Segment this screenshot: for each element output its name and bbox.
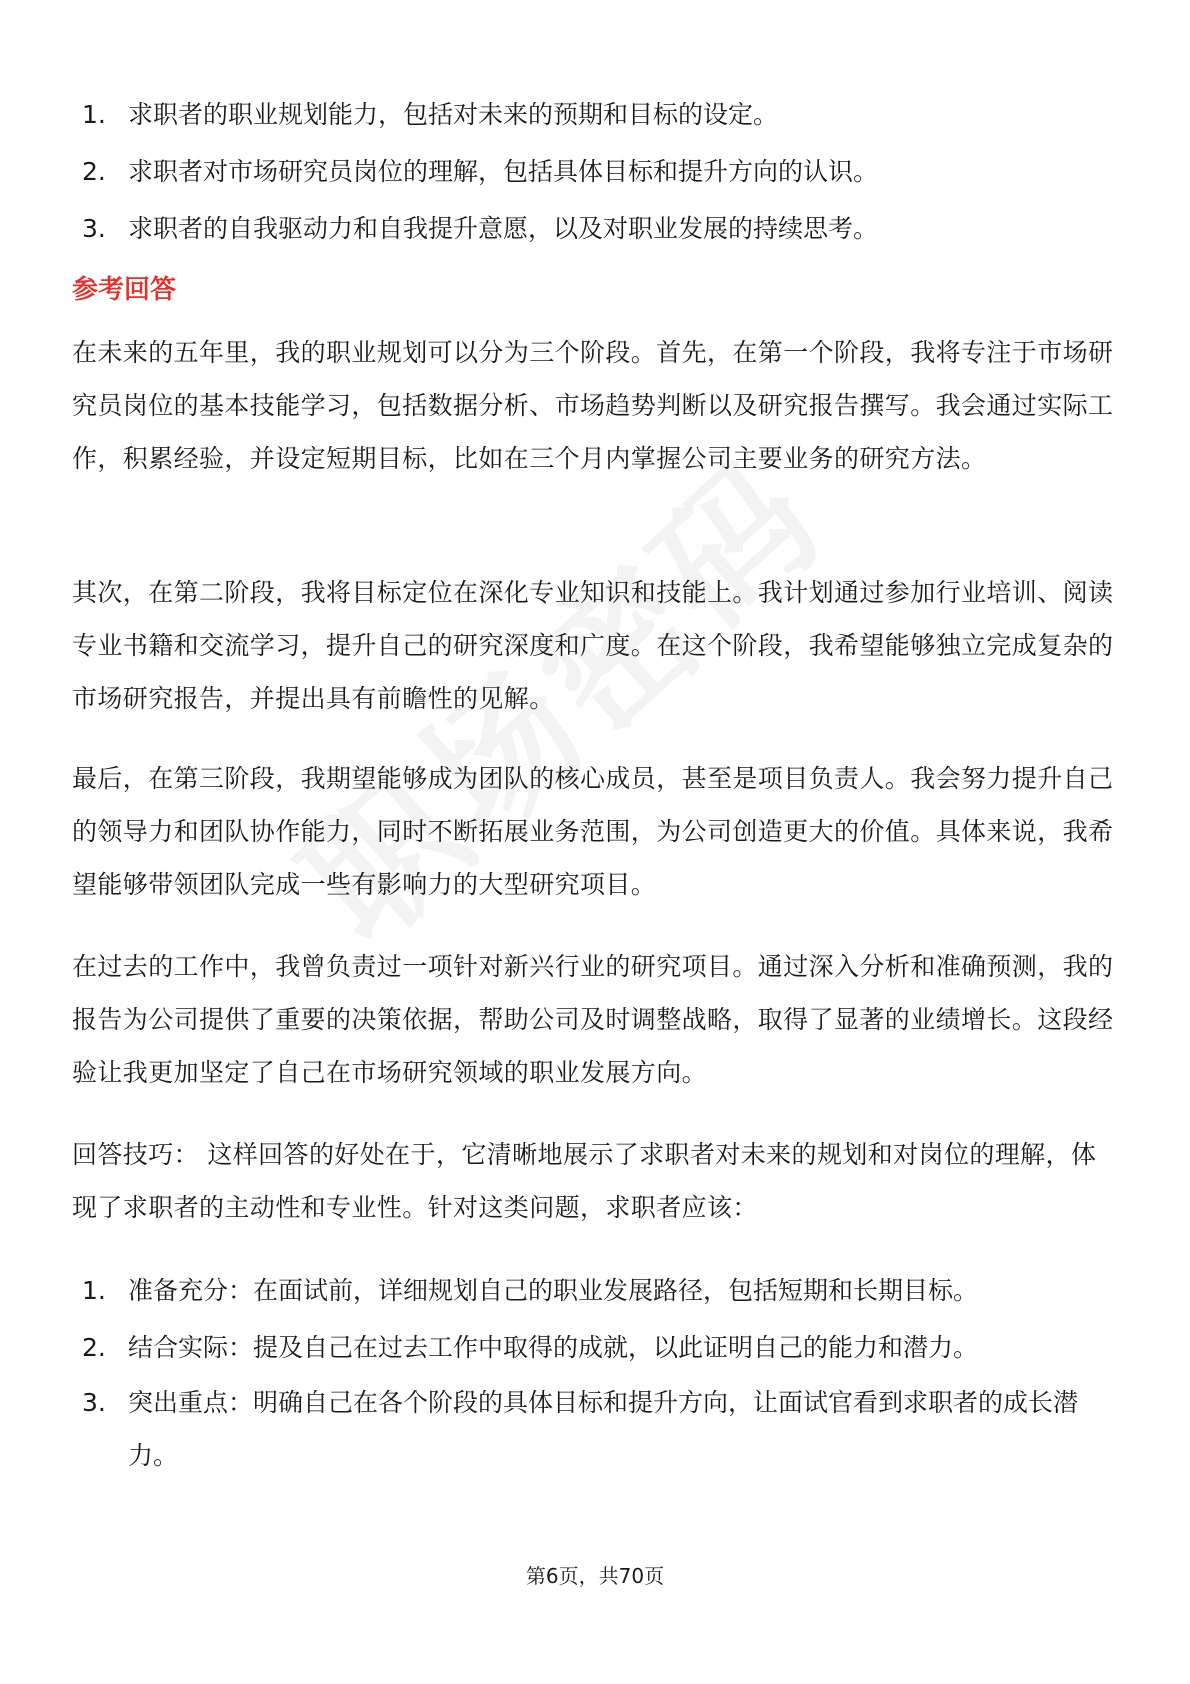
answer-paragraph: 在过去的工作中，我曾负责过一项针对新兴行业的研究项目。通过深入分析和准确预测，我的报告为公司提供了重要的决策依据，帮助公司及时调整战略，取得了显著的业绩增长。这段经验让我更加坚定了自己在市场研究领域的职业发展方向。 [72, 952, 1114, 1087]
page-number-footer: 第6页，共70页 [525, 1564, 665, 1588]
list-item-number: 2. [82, 157, 106, 186]
list-item [82, 200, 1122, 257]
list-item-text: 准备充分：在面试前，详细规划自己的职业发展路径，包括短期和长期目标。 [128, 1276, 979, 1305]
list-item-text: 求职者的自我驱动力和自我提升意愿，以及对职业发展的持续思考。 [128, 214, 879, 243]
list-item-number: 3. [82, 214, 106, 243]
evaluation-points-list [82, 86, 1122, 257]
list-item-text: 突出重点：明确自己在各个阶段的具体目标和提升方向，让面试官看到求职者的成长潜力。 [128, 1388, 1079, 1470]
list-item-text: 求职者的职业规划能力，包括对未来的预期和目标的设定。 [128, 100, 779, 129]
answer-heading: 参考回答 [72, 275, 177, 305]
list-item-number: 2. [82, 1333, 106, 1362]
list-item-text: 求职者对市场研究员岗位的理解，包括具体目标和提升方向的认识。 [128, 157, 879, 186]
list-item [82, 86, 1122, 143]
answer-tips-intro: 回答技巧： 这样回答的好处在于，它清晰地展示了求职者对未来的规划和对岗位的理解，体现了求职者的主动性和专业性。针对这类问题，求职者应该： [72, 1140, 1097, 1222]
list-item-number: 1. [82, 100, 106, 129]
answer-paragraph: 在未来的五年里，我的职业规划可以分为三个阶段。首先，在第一个阶段，我将专注于市场研究员岗位的基本技能学习，包括数据分析、市场趋势判断以及研究报告撰写。我会通过实际工作，积累经验，并设定短期目标，比如在三个月内掌握公司主要业务的研究方法。 [72, 338, 1114, 473]
list-item [82, 1376, 1122, 1482]
list-item-number: 3. [82, 1388, 106, 1417]
answer-paragraph: 最后，在第三阶段，我期望能够成为团队的核心成员，甚至是项目负责人。我会努力提升自己的领导力和团队协作能力，同时不断拓展业务范围，为公司创造更大的价值。具体来说，我希望能够带领团队完成一些有影响力的大型研究项目。 [72, 764, 1114, 899]
list-item [82, 1262, 1122, 1319]
list-item-text: 结合实际：提及自己在过去工作中取得的成就，以此证明自己的能力和潜力。 [128, 1333, 979, 1362]
answer-tips-list [82, 1262, 1122, 1482]
answer-paragraph: 其次，在第二阶段，我将目标定位在深化专业知识和技能上。我计划通过参加行业培训、阅读专业书籍和交流学习，提升自己的研究深度和广度。在这个阶段，我希望能够独立完成复杂的市场研究报告，并提出具有前瞻性的见解。 [72, 578, 1114, 713]
list-item-number: 1. [82, 1276, 106, 1305]
list-item [82, 143, 1122, 200]
list-item [82, 1319, 1122, 1376]
